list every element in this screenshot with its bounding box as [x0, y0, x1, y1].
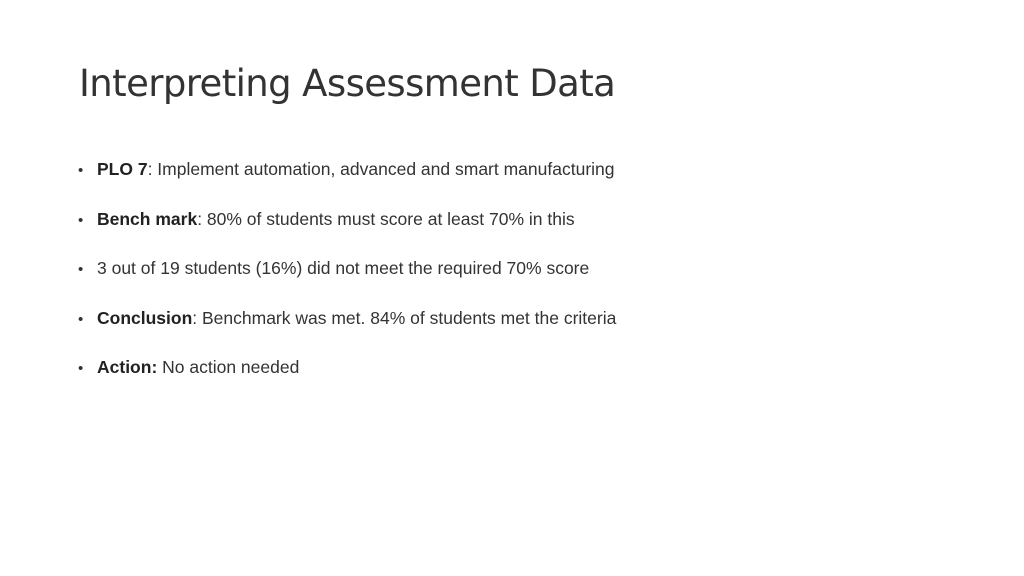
bullet-item-plo7	[78, 156, 978, 206]
slide-title: Interpreting Assessment Data	[79, 62, 616, 105]
bullet-label: Conclusion	[97, 307, 193, 328]
bullet-label: PLO 7	[97, 159, 148, 179]
bullet-text: 3 out of 19 students (16%) did not meet the required 70% score	[97, 258, 590, 278]
bullet-text: No action needed	[157, 357, 300, 377]
bullet-list	[78, 156, 978, 404]
bullet-label: Action:	[97, 357, 158, 377]
bullet-label: Bench mark	[97, 208, 198, 229]
bullet-item-benchmark	[78, 206, 978, 256]
bullet-dot-icon: •	[78, 360, 84, 377]
bullet-dot-icon: •	[78, 211, 84, 229]
bullet-text: : Benchmark was met. 84% of students met the criteria	[192, 307, 617, 328]
bullet-item-conclusion	[78, 305, 978, 355]
bullet-dot-icon: •	[78, 310, 84, 328]
bullet-item-students	[78, 255, 978, 305]
bullet-item-action	[78, 354, 978, 404]
bullet-dot-icon: •	[78, 261, 84, 278]
bullet-text: : Implement automation, advanced and smart manufacturing	[147, 159, 615, 179]
bullet-text: : 80% of students must score at least 70% in this	[197, 208, 575, 229]
bullet-dot-icon: •	[78, 162, 84, 179]
